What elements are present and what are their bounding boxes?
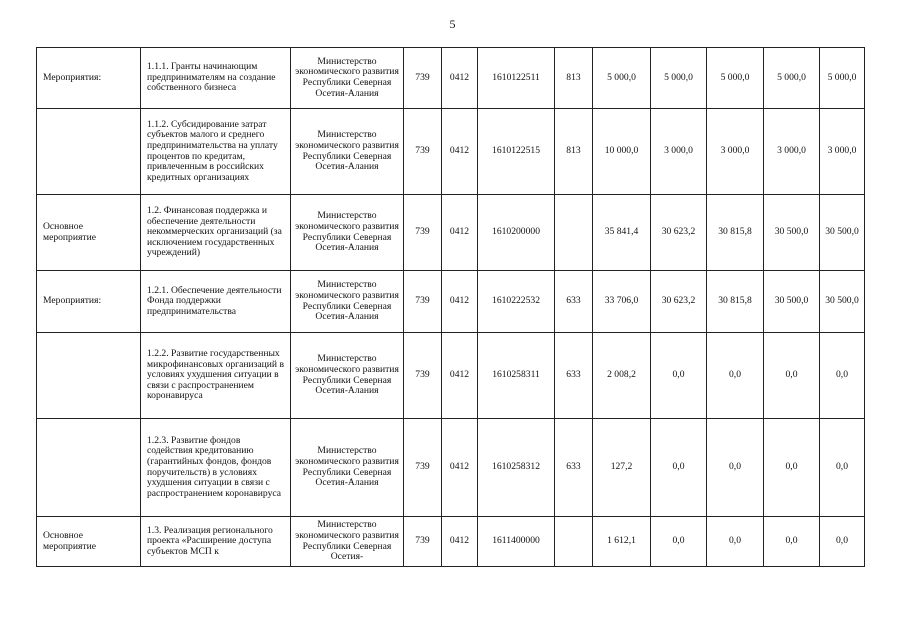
row-value-4: 0,0: [764, 419, 820, 517]
row-grbs: 739: [404, 195, 442, 271]
row-value-3: 0,0: [707, 333, 764, 419]
row-type: [37, 333, 141, 419]
row-rzpr: 0412: [442, 333, 478, 419]
row-value-4: 0,0: [764, 517, 820, 567]
row-value-1: 127,2: [593, 419, 651, 517]
row-value-5: 3 000,0: [820, 109, 865, 195]
row-grbs: 739: [404, 271, 442, 333]
row-csr: 1610122511: [478, 48, 555, 109]
row-vr: 633: [555, 419, 593, 517]
row-type: [37, 109, 141, 195]
row-value-3: 0,0: [707, 517, 764, 567]
row-value-2: 3 000,0: [651, 109, 707, 195]
row-vr: 813: [555, 109, 593, 195]
row-executor: Министерство экономического развития Республики Северная Осетия-Алания: [291, 271, 404, 333]
row-name: 1.2.3. Развитие фондов содействия кредитованию (гарантийных фондов, фондов поручительств) в условиях ухудшения ситуации в связи с распространением коронавируса: [141, 419, 291, 517]
row-grbs: 739: [404, 48, 442, 109]
row-value-5: 5 000,0: [820, 48, 865, 109]
table-row: [37, 109, 865, 195]
row-type: Мероприятия:: [37, 271, 141, 333]
row-value-4: 5 000,0: [764, 48, 820, 109]
row-value-1: 5 000,0: [593, 48, 651, 109]
row-grbs: 739: [404, 517, 442, 567]
row-executor: Министерство экономического развития Республики Северная Осетия-Алания: [291, 333, 404, 419]
row-value-1: 35 841,4: [593, 195, 651, 271]
row-csr: 1610122515: [478, 109, 555, 195]
row-rzpr: 0412: [442, 195, 478, 271]
row-vr: 813: [555, 48, 593, 109]
row-value-1: 2 008,2: [593, 333, 651, 419]
row-grbs: 739: [404, 333, 442, 419]
row-rzpr: 0412: [442, 419, 478, 517]
row-value-1: 10 000,0: [593, 109, 651, 195]
row-rzpr: 0412: [442, 48, 478, 109]
row-value-3: 0,0: [707, 419, 764, 517]
table-row: [37, 419, 865, 517]
page-number: 5: [449, 17, 456, 31]
row-value-5: 30 500,0: [820, 195, 865, 271]
row-value-2: 5 000,0: [651, 48, 707, 109]
program-table: [36, 47, 865, 567]
row-value-4: 30 500,0: [764, 271, 820, 333]
row-grbs: 739: [404, 109, 442, 195]
row-value-2: 30 623,2: [651, 195, 707, 271]
row-type: Основное мероприятие: [37, 517, 141, 567]
row-value-4: 3 000,0: [764, 109, 820, 195]
row-csr: 1610200000: [478, 195, 555, 271]
row-vr: [555, 517, 593, 567]
row-value-3: 3 000,0: [707, 109, 764, 195]
table-row: [37, 195, 865, 271]
row-csr: 1610222532: [478, 271, 555, 333]
row-vr: 633: [555, 271, 593, 333]
row-value-5: 30 500,0: [820, 271, 865, 333]
row-executor: Министерство экономического развития Республики Северная Осетия-Алания: [291, 48, 404, 109]
row-type: [37, 419, 141, 517]
row-value-1: 1 612,1: [593, 517, 651, 567]
row-value-3: 5 000,0: [707, 48, 764, 109]
row-name: 1.2.1. Обеспечение деятельности Фонда поддержки предпринимательства: [141, 271, 291, 333]
row-name: 1.1.1. Гранты начинающим предпринимателям на создание собственного бизнеса: [141, 48, 291, 109]
row-grbs: 739: [404, 419, 442, 517]
row-executor: Министерство экономического развития Республики Северная Осетия-Алания: [291, 109, 404, 195]
row-rzpr: 0412: [442, 517, 478, 567]
table-row: [37, 48, 865, 109]
row-vr: [555, 195, 593, 271]
row-value-1: 33 706,0: [593, 271, 651, 333]
row-name: 1.3. Реализация регионального проекта «Расширение доступа субъектов МСП к: [141, 517, 291, 567]
row-csr: 1610258312: [478, 419, 555, 517]
row-csr: 1610258311: [478, 333, 555, 419]
row-value-5: 0,0: [820, 333, 865, 419]
row-value-5: 0,0: [820, 419, 865, 517]
row-value-3: 30 815,8: [707, 271, 764, 333]
row-value-5: 0,0: [820, 517, 865, 567]
row-value-3: 30 815,8: [707, 195, 764, 271]
row-vr: 633: [555, 333, 593, 419]
row-value-2: 0,0: [651, 517, 707, 567]
row-value-2: 0,0: [651, 333, 707, 419]
row-value-2: 0,0: [651, 419, 707, 517]
row-type: Мероприятия:: [37, 48, 141, 109]
row-executor: Министерство экономического развития Республики Северная Осетия-Алания: [291, 419, 404, 517]
table-row: [37, 333, 865, 419]
row-value-4: 0,0: [764, 333, 820, 419]
table-row: [37, 271, 865, 333]
row-type: Основное мероприятие: [37, 195, 141, 271]
row-name: 1.2.2. Развитие государственных микрофинансовых организаций в условиях ухудшения ситуации в связи с распространением коронавируса: [141, 333, 291, 419]
row-value-4: 30 500,0: [764, 195, 820, 271]
row-executor: Министерство экономического развития Республики Северная Осетия-Алания: [291, 195, 404, 271]
row-executor: Министерство экономического развития Республики Северная Осетия-: [291, 517, 404, 567]
row-name: 1.2. Финансовая поддержка и обеспечение деятельности некоммерческих организаций (за исключением государственных учреждений): [141, 195, 291, 271]
table-row: [37, 517, 865, 567]
row-value-2: 30 623,2: [651, 271, 707, 333]
row-rzpr: 0412: [442, 109, 478, 195]
row-name: 1.1.2. Субсидирование затрат субъектов малого и среднего предпринимательства на уплату процентов по кредитам, привлеченным в российских кредитных организациях: [141, 109, 291, 195]
row-csr: 1611400000: [478, 517, 555, 567]
row-rzpr: 0412: [442, 271, 478, 333]
